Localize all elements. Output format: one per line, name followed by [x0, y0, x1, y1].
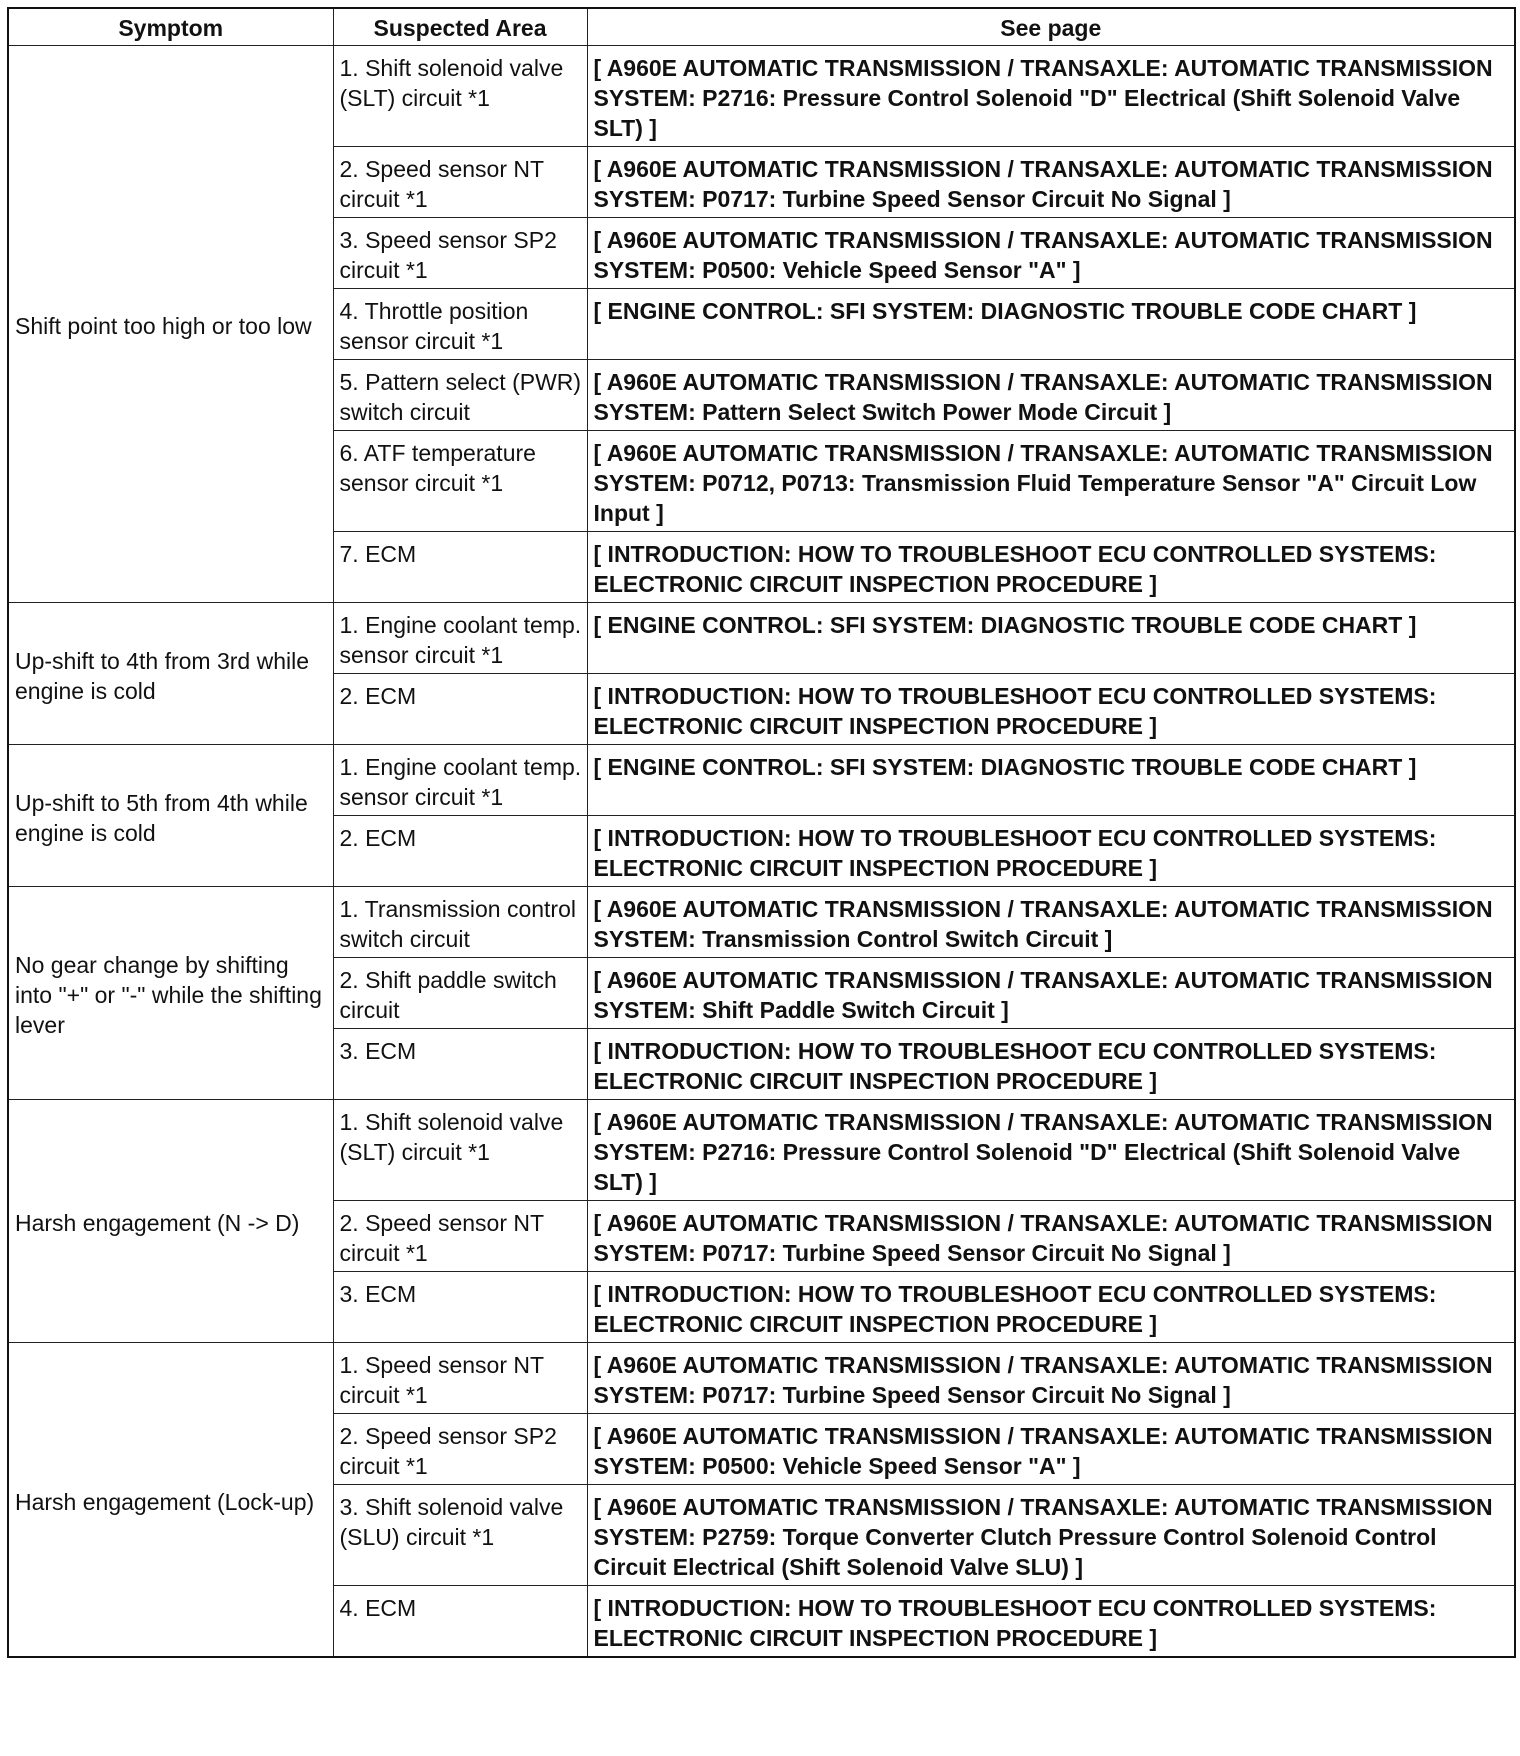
- suspected-area-cell: 6. ATF temperature sensor circuit *1: [333, 431, 587, 532]
- see-page-reference[interactable]: [ A960E AUTOMATIC TRANSMISSION / TRANSAXLE: AUTOMATIC TRANSMISSION SYSTEM: Transmission Control Switch Circuit ]: [587, 887, 1515, 958]
- see-page-reference[interactable]: [ INTRODUCTION: HOW TO TROUBLESHOOT ECU CONTROLLED SYSTEMS: ELECTRONIC CIRCUIT INSPECTION PROCEDURE ]: [587, 532, 1515, 603]
- symptom-cell: Up-shift to 5th from 4th while engine is cold: [8, 745, 333, 887]
- see-page-reference[interactable]: [ A960E AUTOMATIC TRANSMISSION / TRANSAXLE: AUTOMATIC TRANSMISSION SYSTEM: P2759: Torque Converter Clutch Pressure Control Solenoid Control Circuit Electrical (Shift Solenoid Valve SLU) ]: [587, 1485, 1515, 1586]
- see-page-reference[interactable]: [ ENGINE CONTROL: SFI SYSTEM: DIAGNOSTIC TROUBLE CODE CHART ]: [587, 603, 1515, 674]
- suspected-area-cell: 3. Shift solenoid valve (SLU) circuit *1: [333, 1485, 587, 1586]
- table-row: [8, 46, 1515, 147]
- see-page-reference[interactable]: [ A960E AUTOMATIC TRANSMISSION / TRANSAXLE: AUTOMATIC TRANSMISSION SYSTEM: P0717: Turbine Speed Sensor Circuit No Signal ]: [587, 147, 1515, 218]
- table-row: [8, 745, 1515, 816]
- see-page-reference[interactable]: [ INTRODUCTION: HOW TO TROUBLESHOOT ECU CONTROLLED SYSTEMS: ELECTRONIC CIRCUIT INSPECTION PROCEDURE ]: [587, 1029, 1515, 1100]
- suspected-area-cell: 3. ECM: [333, 1272, 587, 1343]
- header-see-page: See page: [587, 8, 1515, 46]
- suspected-area-cell: 1. Engine coolant temp. sensor circuit *1: [333, 745, 587, 816]
- table-row: [8, 603, 1515, 674]
- suspected-area-cell: 2. Shift paddle switch circuit: [333, 958, 587, 1029]
- see-page-reference[interactable]: [ INTRODUCTION: HOW TO TROUBLESHOOT ECU CONTROLLED SYSTEMS: ELECTRONIC CIRCUIT INSPECTION PROCEDURE ]: [587, 674, 1515, 745]
- symptom-cell: Harsh engagement (Lock-up): [8, 1343, 333, 1658]
- suspected-area-cell: 3. ECM: [333, 1029, 587, 1100]
- symptom-cell: Up-shift to 4th from 3rd while engine is cold: [8, 603, 333, 745]
- see-page-reference[interactable]: [ A960E AUTOMATIC TRANSMISSION / TRANSAXLE: AUTOMATIC TRANSMISSION SYSTEM: Pattern Select Switch Power Mode Circuit ]: [587, 360, 1515, 431]
- symptom-cell: Harsh engagement (N -> D): [8, 1100, 333, 1343]
- see-page-reference[interactable]: [ INTRODUCTION: HOW TO TROUBLESHOOT ECU CONTROLLED SYSTEMS: ELECTRONIC CIRCUIT INSPECTION PROCEDURE ]: [587, 1586, 1515, 1658]
- see-page-reference[interactable]: [ A960E AUTOMATIC TRANSMISSION / TRANSAXLE: AUTOMATIC TRANSMISSION SYSTEM: P0717: Turbine Speed Sensor Circuit No Signal ]: [587, 1201, 1515, 1272]
- table-body: [8, 46, 1515, 1658]
- see-page-reference[interactable]: [ A960E AUTOMATIC TRANSMISSION / TRANSAXLE: AUTOMATIC TRANSMISSION SYSTEM: P0712, P0713: Transmission Fluid Temperature Sensor "A" Circuit Low Input ]: [587, 431, 1515, 532]
- header-suspected-area: Suspected Area: [333, 8, 587, 46]
- suspected-area-cell: 7. ECM: [333, 532, 587, 603]
- suspected-area-cell: 4. Throttle position sensor circuit *1: [333, 289, 587, 360]
- see-page-reference[interactable]: [ A960E AUTOMATIC TRANSMISSION / TRANSAXLE: AUTOMATIC TRANSMISSION SYSTEM: P0500: Vehicle Speed Sensor "A" ]: [587, 1414, 1515, 1485]
- table-row: [8, 887, 1515, 958]
- see-page-reference[interactable]: [ A960E AUTOMATIC TRANSMISSION / TRANSAXLE: AUTOMATIC TRANSMISSION SYSTEM: P2716: Pressure Control Solenoid "D" Electrical (Shift Solenoid Valve SLT) ]: [587, 1100, 1515, 1201]
- suspected-area-cell: 5. Pattern select (PWR) switch circuit: [333, 360, 587, 431]
- table-row: [8, 1100, 1515, 1201]
- suspected-area-cell: 2. Speed sensor SP2 circuit *1: [333, 1414, 587, 1485]
- suspected-area-cell: 1. Shift solenoid valve (SLT) circuit *1: [333, 1100, 587, 1201]
- symptom-cell: Shift point too high or too low: [8, 46, 333, 603]
- suspected-area-cell: 2. ECM: [333, 816, 587, 887]
- suspected-area-cell: 3. Speed sensor SP2 circuit *1: [333, 218, 587, 289]
- see-page-reference[interactable]: [ A960E AUTOMATIC TRANSMISSION / TRANSAXLE: AUTOMATIC TRANSMISSION SYSTEM: Shift Paddle Switch Circuit ]: [587, 958, 1515, 1029]
- suspected-area-cell: 2. Speed sensor NT circuit *1: [333, 1201, 587, 1272]
- suspected-area-cell: 1. Shift solenoid valve (SLT) circuit *1: [333, 46, 587, 147]
- symptom-cell: No gear change by shifting into "+" or "-" while the shifting lever: [8, 887, 333, 1100]
- suspected-area-cell: 1. Transmission control switch circuit: [333, 887, 587, 958]
- see-page-reference[interactable]: [ A960E AUTOMATIC TRANSMISSION / TRANSAXLE: AUTOMATIC TRANSMISSION SYSTEM: P0717: Turbine Speed Sensor Circuit No Signal ]: [587, 1343, 1515, 1414]
- suspected-area-cell: 2. ECM: [333, 674, 587, 745]
- suspected-area-cell: 4. ECM: [333, 1586, 587, 1658]
- suspected-area-cell: 1. Engine coolant temp. sensor circuit *1: [333, 603, 587, 674]
- diagnosis-table: [7, 7, 1516, 1658]
- see-page-reference[interactable]: [ ENGINE CONTROL: SFI SYSTEM: DIAGNOSTIC TROUBLE CODE CHART ]: [587, 289, 1515, 360]
- table-row: [8, 1343, 1515, 1414]
- suspected-area-cell: 1. Speed sensor NT circuit *1: [333, 1343, 587, 1414]
- see-page-reference[interactable]: [ INTRODUCTION: HOW TO TROUBLESHOOT ECU CONTROLLED SYSTEMS: ELECTRONIC CIRCUIT INSPECTION PROCEDURE ]: [587, 1272, 1515, 1343]
- see-page-reference[interactable]: [ A960E AUTOMATIC TRANSMISSION / TRANSAXLE: AUTOMATIC TRANSMISSION SYSTEM: P2716: Pressure Control Solenoid "D" Electrical (Shift Solenoid Valve SLT) ]: [587, 46, 1515, 147]
- suspected-area-cell: 2. Speed sensor NT circuit *1: [333, 147, 587, 218]
- document-page: [7, 7, 1514, 1658]
- header-row: [8, 8, 1515, 46]
- header-symptom: Symptom: [8, 8, 333, 46]
- see-page-reference[interactable]: [ A960E AUTOMATIC TRANSMISSION / TRANSAXLE: AUTOMATIC TRANSMISSION SYSTEM: P0500: Vehicle Speed Sensor "A" ]: [587, 218, 1515, 289]
- see-page-reference[interactable]: [ ENGINE CONTROL: SFI SYSTEM: DIAGNOSTIC TROUBLE CODE CHART ]: [587, 745, 1515, 816]
- see-page-reference[interactable]: [ INTRODUCTION: HOW TO TROUBLESHOOT ECU CONTROLLED SYSTEMS: ELECTRONIC CIRCUIT INSPECTION PROCEDURE ]: [587, 816, 1515, 887]
